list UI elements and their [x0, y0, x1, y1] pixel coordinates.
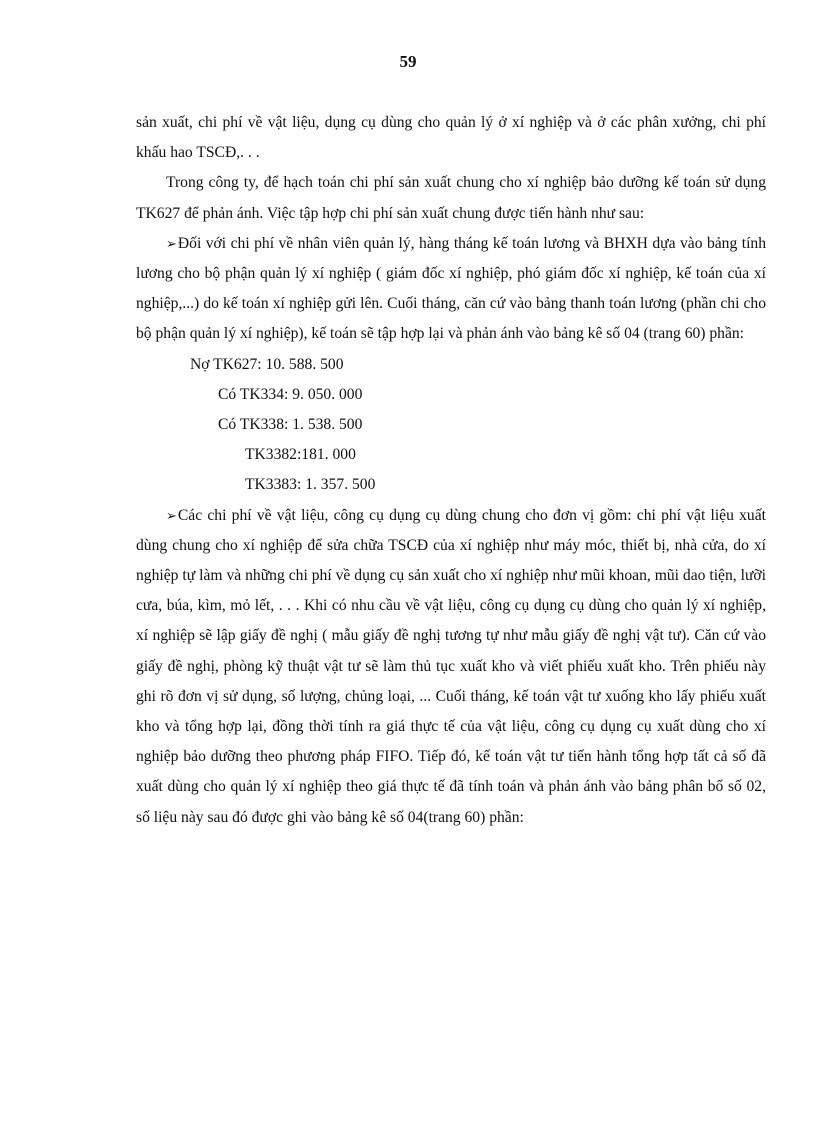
entry-credit-tk338: Có TK338: 1. 538. 500 [218, 416, 363, 434]
bullet-text: Các chi phí về vật liệu, công cụ dụng cụ dùng chung cho đơn vị gồm: chi phí vật liệu xuất dùng chung cho xí nghiệp để sửa chữa TSCĐ của xí nghiệp như máy móc, thiết bị, nhà cửa, do xí nghiệp tự làm và những chi phí về dụng cụ sản xuất cho xí nghiệp như mũi khoan, mũi dao tiện, lưỡi cưa, búa, kìm, mỏ lết, . . . Khi có nhu cầu về vật liệu, công cụ dụng cụ dùng cho quản lý xí nghiệp, xí nghiệp sẽ lập giấy đề nghị ( mẫu giấy đề nghị tương tự như mẫu giấy đề nghị vật tư). Căn cứ vào giấy đề nghị, phòng kỹ thuật vật tư sẽ làm thủ tục xuất kho và viết phiếu xuất kho. Trên phiếu này ghi rõ đơn vị sử dụng, số lượng, chủng loại, ... Cuối tháng, kế toán vật tư xuống kho lấy phiếu xuất kho và tổng hợp lại, đồng thời tính ra giá thực tế của vật liệu, công cụ dụng cụ xuất dùng cho xí nghiệp bảo dưỡng theo phương pháp FIFO. Tiếp đó, kế toán vật tư tiến hành tổng hợp tất cả số đã xuất dùng cho quản lý xí nghiệp theo giá thực tế đã tính toán và phản ánh vào bảng phân bổ số 02, số liệu này sau đó được ghi vào bảng kê số 04(trang 60) phần: [136, 506, 766, 826]
entry-sub-tk3383: TK3383: 1. 357. 500 [245, 476, 376, 494]
journal-entries [136, 350, 766, 501]
bullet-text: Đối với chi phí về nhân viên quản lý, hàng tháng kế toán lương và BHXH dựa vào bảng tính lương cho bộ phận quản lý xí nghiệp ( giám đốc xí nghiệp, phó giám đốc xí nghiệp, kế toán của xí nghiệp,...) do kế toán xí nghiệp gửi lên. Cuối tháng, căn cứ vào bảng thanh toán lương (phần chi cho bộ phận quản lý xí nghiệp), kế toán sẽ tập hợp lại và phản ánh vào bảng kê số 04 (trang 60) phần: [136, 234, 766, 343]
entry-sub-tk3382: TK3382:181. 000 [245, 446, 356, 464]
document-body [136, 108, 766, 833]
bullet-paragraph-materials [136, 501, 766, 833]
entry-debit-tk627: Nợ TK627: 10. 588. 500 [190, 355, 344, 373]
paragraph-intro: Trong công ty, để hạch toán chi phí sản xuất chung cho xí nghiệp bảo dưỡng kế toán sử dụng TK627 để phản ánh. Việc tập hợp chi phí sản xuất chung được tiến hành như sau: [136, 174, 766, 222]
page-number: 59 [399, 52, 417, 71]
entry-credit-tk334: Có TK334: 9. 050. 000 [218, 385, 363, 403]
bullet-paragraph-staff-costs [136, 229, 766, 350]
paragraph-continuation: sản xuất, chi phí về vật liệu, dụng cụ dùng cho quản lý ở xí nghiệp và ở các phân xưởng, chi phí khấu hao TSCĐ,. . . [136, 114, 766, 162]
